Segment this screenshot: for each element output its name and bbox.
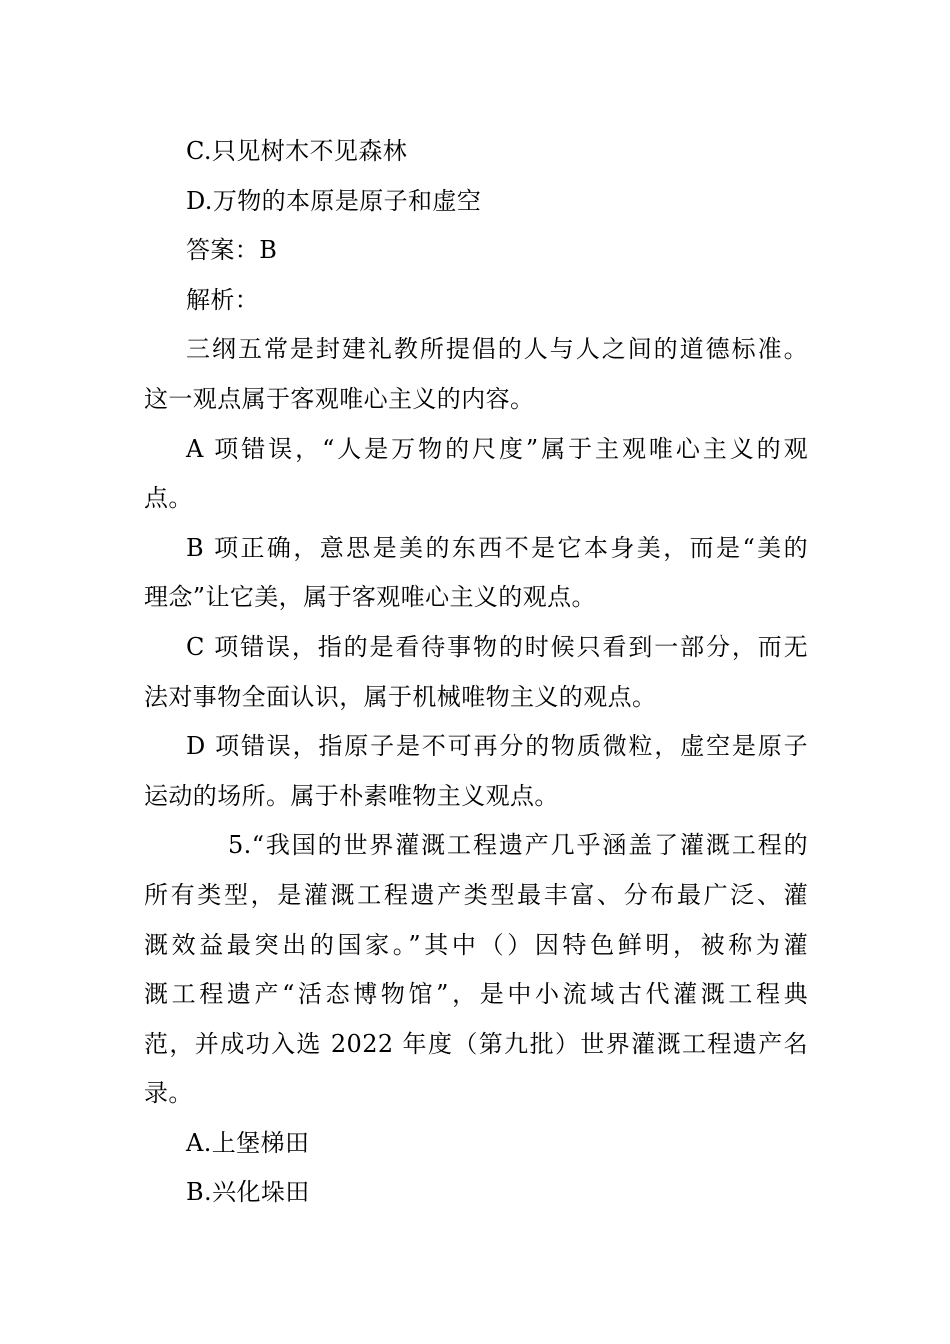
analysis-c-line: C 项错误，指的是看待事物的时候只看到一部分，而无: [186, 632, 808, 661]
analysis-b-line: 理念”让它美，属于客观唯心主义的观点。: [144, 583, 596, 612]
question-5-line: 范，并成功入选 2022 年度（第九批）世界灌溉工程遗产名: [144, 1029, 808, 1058]
analysis-d-line: 运动的场所。属于朴素唯物主义观点。: [144, 781, 559, 810]
analysis-b-line: B 项正确，意思是美的东西不是它本身美，而是“美的: [186, 533, 808, 562]
option-b: B.兴化垛田: [186, 1178, 310, 1207]
question-5-line: 溉工程遗产“活态博物馆”，是中小流域古代灌溉工程典: [144, 980, 808, 1009]
analysis-paragraph-line: 三纲五常是封建礼教所提倡的人与人之间的道德标准。: [186, 335, 808, 364]
question-5-line: 所有类型，是灌溉工程遗产类型最丰富、分布最广泛、灌: [144, 880, 808, 909]
question-5-line: 溉效益最突出的国家。”其中（）因特色鲜明，被称为灌: [144, 930, 808, 959]
analysis-paragraph-line: 这一观点属于客观唯心主义的内容。: [144, 384, 535, 413]
question-5-line: 5.“我国的世界灌溉工程遗产几乎涵盖了灌溉工程的: [228, 831, 808, 860]
option-d: D.万物的本原是原子和虚空: [186, 186, 482, 215]
analysis-heading: 解析：: [186, 285, 260, 314]
analysis-a-line: 点。: [144, 484, 193, 513]
option-a: A.上堡梯田: [186, 1128, 310, 1157]
answer-line: 答案：B: [186, 236, 278, 265]
question-5-line: 录。: [144, 1079, 193, 1108]
analysis-d-line: D 项错误，指原子是不可再分的物质微粒，虚空是原子: [186, 732, 808, 761]
analysis-c-line: 法对事物全面认识，属于机械唯物主义的观点。: [144, 682, 657, 711]
analysis-a-line: A 项错误，“人是万物的尺度”属于主观唯心主义的观: [186, 434, 808, 463]
option-c: C.只见树木不见森林: [186, 137, 408, 165]
document-body: [144, 127, 808, 1218]
